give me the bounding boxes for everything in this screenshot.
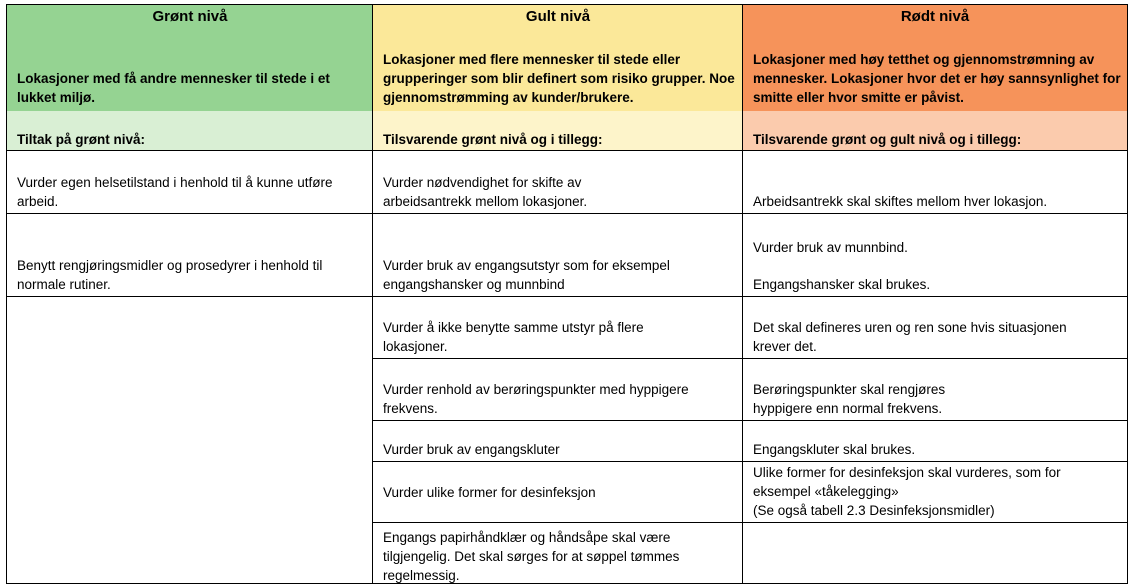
yellow-level-title: Gult nivå (525, 8, 591, 25)
red-measure-text: Engangskluter skal brukes. (753, 442, 916, 457)
red-level-title: Rødt nivå (900, 8, 970, 25)
red-level-description: Lokasjoner med høy tetthet og gjennomstrømning av mennesker. Lokasjoner hvor det er høy sannsynlighet for smitte eller hvor smitte er påvist. (753, 52, 1121, 105)
green-level-description: Lokasjoner med få andre mennesker til stede i et lukket miljø. (17, 71, 330, 105)
row-divider (372, 522, 1127, 523)
yellow-measure-text: Vurder ulike former for desinfeksjon (383, 485, 596, 500)
red-measure-cell (743, 421, 1127, 462)
green-measure-cell (7, 214, 373, 297)
yellow-measures-label-cell (373, 111, 743, 151)
yellow-measure-cell (373, 462, 743, 523)
red-measure-text: Vurder bruk av munnbind. (753, 240, 908, 255)
yellow-measure-cell (373, 359, 743, 421)
yellow-measures-label: Tilsvarende grønt nivå og i tillegg: (383, 132, 603, 147)
green-level-header (7, 5, 373, 111)
red-measure-cell (743, 151, 1127, 214)
red-measure-cell (743, 462, 1127, 523)
green-measures-label-cell (7, 111, 373, 151)
yellow-level-description: Lokasjoner med flere mennesker til stede eller grupperinger som blir definert som risiko grupper. Noe gjennomstrømming av kunder/brukere. (383, 52, 735, 105)
red-level-header (743, 5, 1127, 111)
row-divider (372, 358, 1127, 359)
yellow-measure-cell (373, 421, 743, 462)
yellow-measure-cell (373, 214, 743, 297)
red-measure-text: Ulike former for desinfeksjon skal vurderes, som for eksempel «tåkelegging» (Se også tabell 2.3 Desinfeksjonsmidler) (753, 465, 1061, 518)
column-divider (372, 5, 373, 583)
red-measure-text: Det skal defineres uren og ren sone hvis situasjonen krever det. (753, 320, 1067, 354)
measures-table (6, 4, 1128, 584)
yellow-measure-text: Vurder bruk av engangsutstyr som for eksempel engangshansker og munnbind (383, 258, 670, 292)
row-divider (7, 150, 1127, 151)
yellow-measure-text: Engangs papirhåndklær og håndsåpe skal være tilgjengelig. Det skal sørges for at søppel tømmes regelmessig. (383, 530, 680, 583)
yellow-measure-text: Vurder nødvendighet for skifte av arbeidsantrekk mellom lokasjoner. (383, 175, 588, 209)
green-measure-text: Vurder egen helsetilstand i henhold til å kunne utføre arbeid. (17, 175, 333, 209)
green-measure-cell (7, 151, 373, 214)
yellow-measure-text: Vurder renhold av berøringspunkter med hyppigere frekvens. (383, 382, 689, 416)
red-measure-cell (743, 214, 1127, 297)
yellow-measure-text: Vurder å ikke benytte samme utstyr på flere lokasjoner. (383, 320, 644, 354)
yellow-level-header (373, 5, 743, 111)
yellow-measure-cell (373, 151, 743, 214)
column-divider (742, 5, 743, 583)
row-divider (7, 213, 1127, 214)
yellow-measure-cell (373, 297, 743, 359)
yellow-measure-cell (373, 523, 743, 585)
green-level-title: Grønt nivå (152, 8, 228, 25)
row-divider (372, 420, 1127, 421)
red-measure-cell (743, 359, 1127, 421)
yellow-measure-text: Vurder bruk av engangskluter (383, 442, 560, 457)
red-measure-text: Engangshansker skal brukes. (753, 277, 931, 292)
green-measure-text: Benytt rengjøringsmidler og prosedyrer i henhold til normale rutiner. (17, 258, 323, 292)
green-measures-label: Tiltak på grønt nivå: (17, 132, 146, 147)
red-measures-label-cell (743, 111, 1127, 151)
red-measure-text: Berøringspunkter skal rengjøres hyppigere enn normal frekvens. (753, 382, 946, 416)
red-measures-label: Tilsvarende grønt og gult nivå og i tillegg: (753, 132, 1022, 147)
red-measure-cell (743, 297, 1127, 359)
red-measure-text: Arbeidsantrekk skal skiftes mellom hver lokasjon. (753, 194, 1048, 209)
row-divider (372, 461, 1127, 462)
row-divider (7, 296, 1127, 297)
